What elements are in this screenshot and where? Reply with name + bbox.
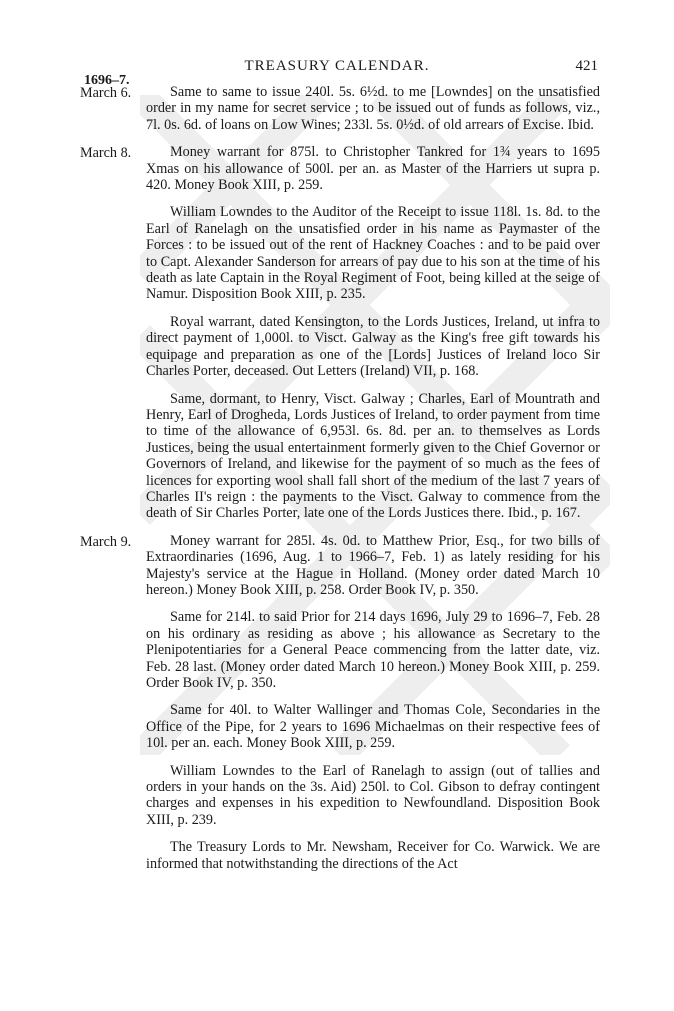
entry-text: Same, dormant, to Henry, Visct. Galway ; Charles, Earl of Mountrath and Henry, Earl of Drogheda, Lords Justices of Ireland, to order payment from time to time of the allowance of 6,953l. 6s. 8d. per an. to themselves as Lords Justices, being the usual entertainment formerly given to the Chief Governor or Governors of Ireland, and likewise for the payment of so much as the fees of licences for exporting wool shall fall short of the medium of the last 7 years of Charles II's reign : the payments to the Visct. Galway to commence from the death of Sir Charles Porter, late one of the Lords Justices there. Ibid., p. 167. [146,390,600,522]
entry-text: Same for 40l. to Walter Wallinger and Thomas Cole, Secondaries in the Office of the Pipe, for 2 years to 1696 Michaelmas on their respective fees of 10l. per an. each. Money Book XIII, p. 259. [146,702,600,752]
year-heading: 1696–7. [84,73,130,88]
entry-date: March 8. [80,145,132,162]
entry-text: The Treasury Lords to Mr. Newsham, Receiver for Co. Warwick. We are informed that notwithstanding the directions of the Act [146,839,600,872]
entry-text: Money warrant for 875l. to Christopher Tankred for 1¾ years to 1695 Xmas on his allowance of 500l. per an. as Master of the Harriers ut supra p. 420. Money Book XIII, p. 259. [146,144,600,194]
calendar-entry [0,314,674,380]
calendar-entry [0,839,674,872]
calendar-entry [0,84,674,133]
entry-text: William Lowndes to the Auditor of the Receipt to issue 118l. 1s. 8d. to the Earl of Ranelagh on the unsatisfied order in his name as Paymaster of the Forces : to be issued out of the rent of Hackney Coaches : and to be paid over to Capt. Alexander Sanderson for arrears of pay due to his son at the time of his death as late Captain in the Royal Regiment of Foot, being killed at the seige of Namur. Disposition Book XIII, p. 235. [146,204,600,303]
calendar-entries [0,84,674,883]
entry-date: March 9. [80,533,132,550]
calendar-entry [0,533,674,599]
entry-text: Same to same to issue 240l. 5s. 6½d. to me [Lowndes] on the unsatisfied order in my name for secret service ; to be issued out of funds as follows, viz., 7l. 0s. 6d. of loans on Low Wines; 233l. 5s. 0½d. of old arrears of Excise. Ibid. [146,84,600,133]
entry-date: March 6. [80,85,132,101]
entry-text: Royal warrant, dated Kensington, to the Lords Justices, Ireland, ut infra to direct payment of 1,000l. to Visct. Galway as the King's free gift towards his equipage and preparation as one of the [Lords] Justices of Ireland loco Sir Charles Porter, deceased. Out Letters (Ireland) VII, p. 168. [146,313,600,380]
calendar-entry [0,204,674,302]
entry-text: Money warrant for 285l. 4s. 0d. to Matthew Prior, Esq., for two bills of Extraordinaries (1696, Aug. 1 to 1966–7, Feb. 1) as lately residing for his Majesty's service at the Hague in Holland. (Money order dated March 10 hereon.) Money Book XIII, p. 258. Order Book IV, p. 350. [146,532,600,598]
entry-text: William Lowndes to the Earl of Ranelagh to assign (out of tallies and orders in your hands on the 3s. Aid) 250l. to Col. Gibson to defray contingent charges and expenses in his expedition to Newfoundland. Disposition Book XIII, p. 239. [146,762,600,828]
calendar-entry [0,763,674,829]
page-header [0,56,674,88]
running-title: TREASURY CALENDAR. [244,58,430,74]
calendar-entry [0,702,674,751]
calendar-entry [0,144,674,193]
entry-text: Same for 214l. to said Prior for 214 days 1696, July 29 to 1696–7, Feb. 28 on his ordinary as residing as above ; his allowance as Secretary to the Plenipotentiaries for a General Peace commencing from the latter date, viz. Feb. 28 last. (Money order dated March 10 hereon.) Money Book XIII, p. 259. Order Book IV, p. 350. [146,609,600,691]
page-number: 421 [575,58,598,74]
calendar-entry [0,609,674,691]
calendar-entry [0,391,674,522]
